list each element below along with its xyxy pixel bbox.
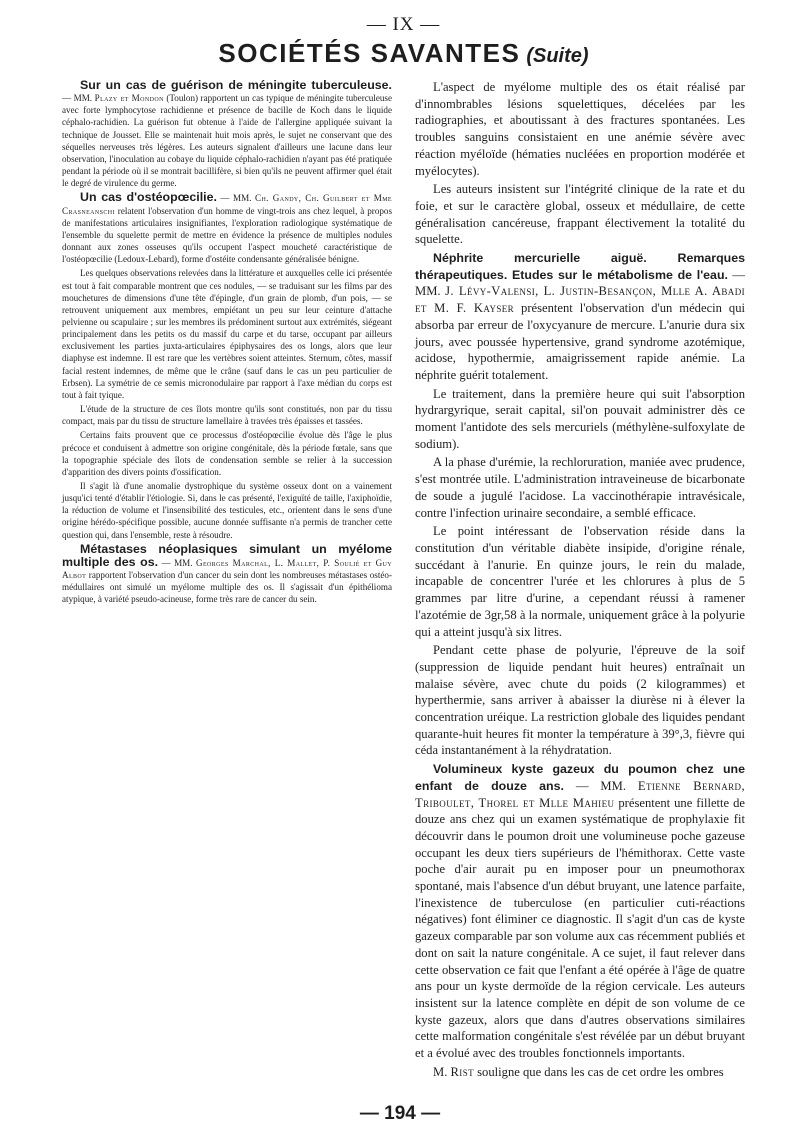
paragraph: Certains faits prouvent que ce processus d'ostéopœcilie évolue dès l'âge le plus précoce et conduisent à admettre son origine congénitale, dès la période fœtale, sans que la topographie spéciale des îlots de condensation semble se relier à la succession d'apparition des divers points d'ossification. <box>62 430 392 477</box>
left-column <box>62 79 392 1082</box>
article-authors: Plazy et Mondon <box>94 93 164 104</box>
article-body: relatent l'observation d'un homme de vingt-trois ans chez lequel, à propos de manifestations articulaires insignifiantes, l'exploration radiologique systématique de l'ensemble du squelette permit de mettre en évidence la présence de multiples nodules donnant aux zones osseuses qu'ils occupent l'aspect moucheté caractéristique de l'ostéopœcilie (Ledoux-Lebard), forme d'ostéite condensante généralisée bénigne. <box>62 205 392 265</box>
paragraph: Il s'agit là d'une anomalie dystrophique du système osseux dont on a vainement jusqu'ici tenté d'établir l'étiologie. Si, dans le cas présenté, l'exiguïté de taille, l'axiphoïdie, la réduction de volume et l'insensibilité des testicules, etc., orientent dans le sens d'une origine hérédo-spécifique possible, aucune donnée suffisante n'a permis de trancher cette question qui, dans l'ensemble, reste à résoudre. <box>62 481 392 540</box>
article-lead: — MM. <box>563 778 638 793</box>
article-authors: Ch. Gandy, Ch. Guilbert et Mme Crasneanschi <box>62 193 392 216</box>
paragraph-rist <box>415 1064 745 1081</box>
article-lead: — MM. <box>158 557 197 568</box>
article-authors: J. Lévy-Valensi, L. Justin-Besançon, Mlle A. Abadi et M. F. Kayser <box>415 284 746 316</box>
page-number: — 194 — <box>359 1103 441 1124</box>
article-kyste <box>415 761 745 1062</box>
article-lead: — MM. <box>62 93 95 104</box>
page-top-marker: — IX — <box>366 14 441 35</box>
article-title: Sur un cas de guérison de méningite tuberculeuse. <box>80 78 392 92</box>
paragraph: Le traitement, dans la première heure qui suit l'absorption hydrargyrique, serait capital, sil'on pouvait administrer dès ce moment l'antidote des sels mercuriels (méthylène-sulfoxylate de sodium). <box>415 386 745 451</box>
section-heading <box>62 38 745 73</box>
article-lead: M. <box>433 1064 451 1079</box>
text-columns <box>62 79 745 1082</box>
paragraph: Pendant cette phase de polyurie, l'épreuve de la soif (suppression de liquide pendant huit heures) entraînait un malaise sévère, avec chute du poids (2 kilogrammes) et hyperthermie, sans arriver à abaisser la diurèse ni à élever la concentration uréique. La restriction globale des liquides pendant quarante-huit heures fit monter la température à 39°,3, fièvre qui céda instantanément à la réhydratation. <box>415 643 745 758</box>
section-heading-title: SOCIÉTÉS SAVANTES <box>218 38 521 68</box>
article-body: rapportent l'observation d'un cancer du sein dont les nombreuses métastases ostéo-médullaires ont simulé un myélome multiple des os. Il s'agissait d'un épithélioma atypique, à variété pseudo-acineuse, forme très rare de cancer du sein. <box>62 570 392 605</box>
article-lead: — MM. <box>216 193 255 204</box>
article-title: Néphrite mercurielle aiguë. Remarques thérapeutiques. Etudes sur le métabolisme de l'eau. <box>415 251 745 282</box>
paragraph: L'étude de la structure de ces îlots montre qu'ils sont constitués, non par du tissu compact, mais par du tissu de structure lamellaire à travées très épaisses et tassées. <box>62 404 392 427</box>
article-body: présentent une fillette de douze ans chez qui un examen systématique de prophylaxie fit découvrir dans le poumon droit une volumineuse poche gazeuse occupant les deux tiers supérieurs de l'hémithorax. Cette vaste poche d'air aurait pu en imposer pour un pneumothorax spontané, mais l'absence d'un début bruyant, une latence parfaite, l'inexistence de tuberculose (en particulier cuti-réactions négatives) font éliminer ce diagnostic. Il s'agit d'un cas de kyste gazeux comparable par son volume aux cas récemment publiés et dont on sait la nature congénitale. A ce sujet, il faut relever dans cette observation ce fait que l'enfant a été opérée à l'âge de quatre ans pour un kyste dermoïde de la région cervicale. Les auteurs insistent sur la latence complète en dépit de son volume de ce kyste gazeux, alors que dans d'autres observations similaires cette malformation congénitale s'est révélée par un début bruyant et a évolué avec des troubles fonctionnels importants. <box>415 795 745 1061</box>
right-column <box>415 79 745 1082</box>
article-body: présentent l'observation d'un médecin qui absorba par erreur de l'oxycyanure de mercure. L'anurie dura six jours, avec poussée hypertensive, grand syndrome azotémique, acidose, hypothermie, amaigrissement rapide anémie. La néphrite guérit totalement. <box>415 301 745 382</box>
article-body: souligne que dans les cas de cet ordre les ombres <box>474 1064 724 1079</box>
paragraph: A la phase d'urémie, la rechloruration, maniée avec prudence, s'est montrée utile. L'administration intraveineuse de bicarbonate de soude a jugulé l'acidose. La vaccinothérapie intravésicale, contre l'infection urinaire secondaire, a semblé efficace. <box>415 455 745 520</box>
article-title: Un cas d'ostéopœcilie. <box>80 190 217 205</box>
section-heading-suffix: (Suite) <box>526 45 589 67</box>
article-lead: — MM. <box>415 267 745 299</box>
article-metastases <box>62 543 392 606</box>
article-nephrite <box>415 250 745 384</box>
article-title: Métastases néoplasiques simulant un myélome multiple des os. <box>62 541 392 569</box>
paragraph: L'aspect de myélome multiple des os était réalisé par d'innombrables lésions squelettiques, décelées par les radiographies, et aboutissant à des fractures spontanées. Les troubles sanguins consistaient en une anémie sévère avec réaction myéloïde (hématies nucléées en proportion modérée et myélocytes). <box>415 80 745 178</box>
article-authors: Etienne Bernard, Triboulet, Thorel et Mlle Mahieu <box>415 778 745 810</box>
paragraph: Les auteurs insistent sur l'intégrité clinique de la rate et du foie, et sur le caractère global, osseux et médullaire, de cette généralisation cancéreuse, frappant électivement la totalité du squelette. <box>415 182 745 247</box>
article-authors: Rist <box>450 1064 474 1079</box>
article-title: Volumineux kyste gazeux du poumon chez une enfant de douze ans. <box>415 762 745 793</box>
paragraph: Le point intéressant de l'observation réside dans la constitution d'un véritable diabète insipide, d'origine rénale, succédant à l'anurie. En quinze jours, le rein du malade, incapable de concentrer l'urée et les chlorures à plus de 5 grammes par litre d'urine, a cependant réussi à ramener l'azotémie de 3gr,58 à la normale, uniquement grâce à la polyurie qui a atteint jusqu'à six litres. <box>415 524 745 639</box>
article-body: (Toulon) rapportent un cas typique de méningite tuberculeuse avec forte lymphocytose rachidienne et présence de bacille de Koch dans le liquide céphalo-rachidien. La guérison fut obtenue à l'aide de l'allergine appliquée suivant la technique de Jousset. Elle se maintenait huit mois après, le sujet ne conservant que des séquelles nerveuses très légères. Les auteurs signalent d'ailleurs une lacune dans leur observation, l'inoculation au cobaye du liquide céphalo-rachidien n'ayant pas été pratiquée pendant la période où il se montrait bacillifère, si bien qu'ils ne peuvent affirmer quel était le degré de virulence du germe. <box>62 93 392 189</box>
article-authors: Georges Marchal, L. Mallet, P. Soulié et Guy Albot <box>62 557 392 581</box>
paragraph: Les quelques observations relevées dans la littérature et auxquelles celle ici présentée est tout à fait comparable montrent que ces nodules, — se traduisant sur les films par des mouchetures de dimensions d'une tête d'épingle, d'un grain de plomb, d'un pois, — se retrouvent uniquement aux membres, empiétant un peu sur leur ceinture d'attache pelvienne ou scapulaire ; sur les membres ils prédominent surtout aux extrémités, siégeant principalement dans les petits os du massif du carpe et du tarse, occupant par ailleurs exclusivement les parties juxta-articulaires épiphysaires des os longs, alors que leur diaphyse est indemne. Il est rare que les vertèbres soient atteintes. Sternum, côtes, massif facial restent indemnes, de même que le crâne (sauf dans le cas un peu particulier de Erbsen). La symétrie de ce semis micronodulaire par rapport à l'axe médian du corps est tout à fait tyique. <box>62 268 392 400</box>
article-meningite <box>62 79 392 189</box>
article-osteopoecilie <box>62 191 392 265</box>
